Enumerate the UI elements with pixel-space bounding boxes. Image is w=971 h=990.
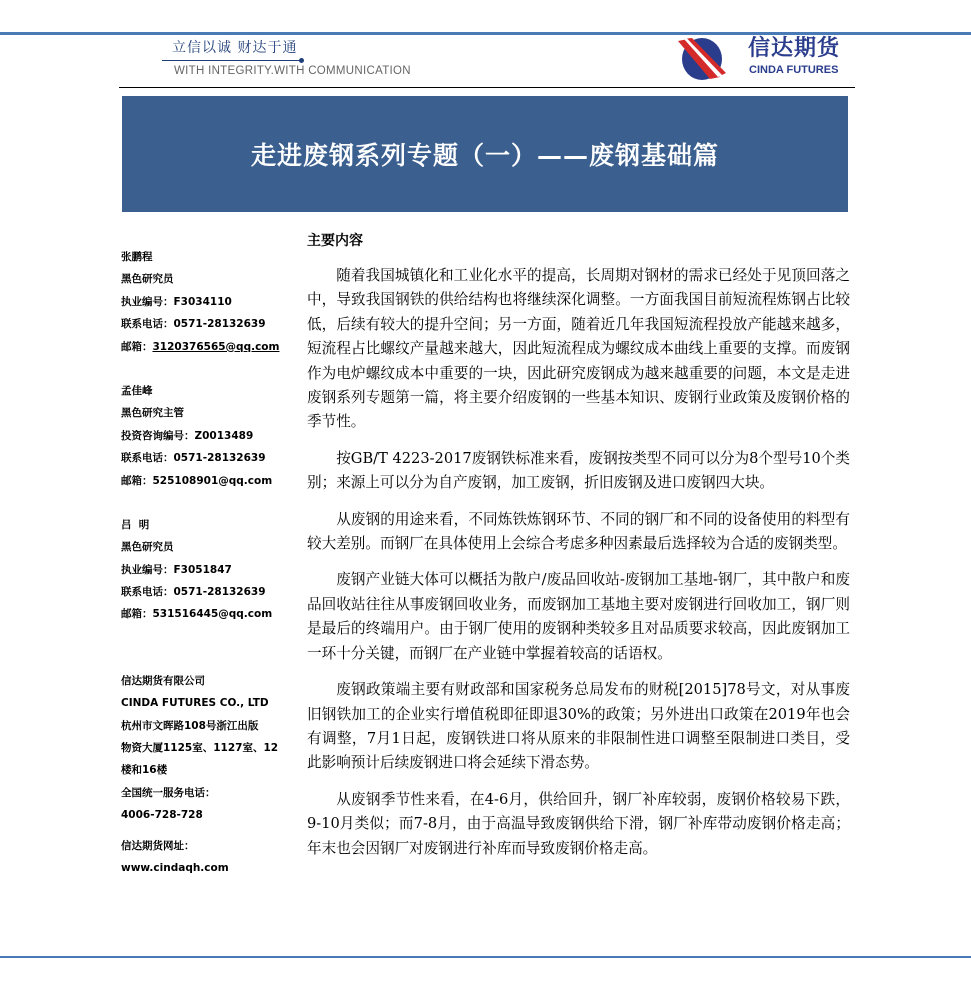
summary-paragraph: 从废钢的用途来看，不同炼铁炼钢环节、不同的钢厂和不同的设备使用的料型有较大差别。而钢厂在具体使用上会综合考虑多种因素最后选择较为合适的废钢类型。 [307,510,850,553]
company-name-cn: 信达期货有限公司 [121,674,205,687]
logo-text-en: CINDA FUTURES [749,64,839,76]
report-title: 走进废钢系列专题（一）——废钢基础篇 [250,141,719,170]
analyst-email-row [121,470,301,492]
title-banner [122,96,848,212]
top-divider [0,32,971,35]
analyst-card [121,246,301,358]
analyst-email-link[interactable]: 3120376565@qq.com [152,340,280,353]
analyst-email-row [121,603,301,625]
analyst-card [121,380,301,492]
analyst-phone: 联系电话：0571-28132639 [121,452,266,465]
analyst-name: 张鹏程 [121,251,153,263]
email-label: 邮箱： [121,608,153,621]
bottom-divider [0,956,971,958]
analyst-role: 黑色研究主管 [121,407,184,420]
company-name-en: CINDA FUTURES CO., LTD [121,697,269,710]
analyst-phone: 联系电话：0571-28132639 [121,586,266,599]
hotline-label: 全国统一服务电话： [121,786,216,799]
analyst-id: 投资咨询编号：Z0013489 [121,429,254,442]
analyst-email-row [121,336,301,358]
analyst-email: 525108901@qq.com [152,474,273,487]
website-label: 信达期货网址： [121,839,195,852]
summary-paragraph: 废钢政策端主要有财政部和国家税务总局发布的财税[2015]78号文，对从事废旧钢铁加工的企业实行增值税即征即退30%的政策；另外进出口政策在2019年也会有调整，7月1日起，废钢铁进口将从原来的非限制性进口调整至限制进口类目，受此影响预计后续废钢进口将会延续下滑态势。 [307,681,850,772]
main-content [307,228,850,873]
summary-paragraph: 随着我国城镇化和工业化水平的提高，长周期对钢材的需求已经处于见顶回落之中，导致我国钢铁的供给结构也将继续深化调整。一方面我国目前短流程炼钢占比较低，后续有较大的提升空间；另一方面，随着近几年我国短流程投放产能越来越多，短流程占比螺纹产量越来越大，因此短流程成为螺纹成本曲线上重要的支撑。而废钢作为电炉螺纹成本中重要的一块，因此研究废钢成为越来越重要的问题，本文是走进废钢系列专题第一篇，将主要介绍废钢的一些基本知识、废钢行业政策及废钢价格的季节性。 [307,267,850,431]
analyst-card [121,514,301,626]
hotline-number: 4006-728-728 [121,809,203,822]
slogan-en: WITH INTEGRITY.WITH COMMUNICATION [174,65,411,77]
email-label: 邮箱： [121,340,153,353]
summary-paragraph: 从废钢季节性来看，在4-6月，供给回升，钢厂补库较弱，废钢价格较易下跌，9-10月类似；而7-8月，由于高温导致废钢供给下滑，钢厂补库带动废钢价格走高；年末也会因钢厂对废钢进行补库而导致废钢价格走高。 [307,790,850,857]
cinda-logo-icon [676,37,726,81]
section-heading: 主要内容 [307,233,363,249]
website-link[interactable]: www.cindaqh.com [121,861,229,874]
slogan-cn: 立信以诚 财达于通 [172,40,298,56]
analyst-id: 执业编号：F3034110 [121,295,232,308]
analyst-name: 孟佳峰 [121,384,153,397]
summary-paragraph: 按GB/T 4223-2017废钢铁标准来看，废钢按类型不同可以分为8个型号10个类别；来源上可以分为自产废钢，加工废钢，折旧废钢及进口废钢四大块。 [307,449,850,492]
company-address-line: 杭州市文晖路108号浙江出版 [121,719,259,732]
analyst-name: 吕 明 [121,518,150,531]
summary-paragraph: 废钢产业链大体可以概括为散户/废品回收站-废钢加工基地-钢厂，其中散户和废品回收站往往从事废钢回收业务，而废钢加工基地主要对废钢进行回收加工，钢厂则是最后的终端用户。由于钢厂使用的废钢种类较多且对品质要求较高，因此废钢加工一环十分关键，而钢厂在产业链中掌握着较高的话语权。 [307,571,850,662]
slogan-rule [162,60,302,61]
company-info [121,670,301,880]
email-label: 邮箱： [121,474,153,487]
company-address-line: 物资大厦1125室、1127室、12 [121,742,279,755]
company-address-line: 楼和16楼 [121,764,168,777]
analyst-phone: 联系电话：0571-28132639 [121,318,266,331]
header-divider [119,87,855,88]
analyst-role: 黑色研究员 [121,273,174,286]
analyst-id: 执业编号：F3051847 [121,563,232,576]
analyst-role: 黑色研究员 [121,541,174,554]
logo-text-cn: 信达期货 [748,36,841,61]
analyst-email: 531516445@qq.com [152,608,273,621]
sidebar [121,246,301,879]
slogan-dot [299,58,304,63]
